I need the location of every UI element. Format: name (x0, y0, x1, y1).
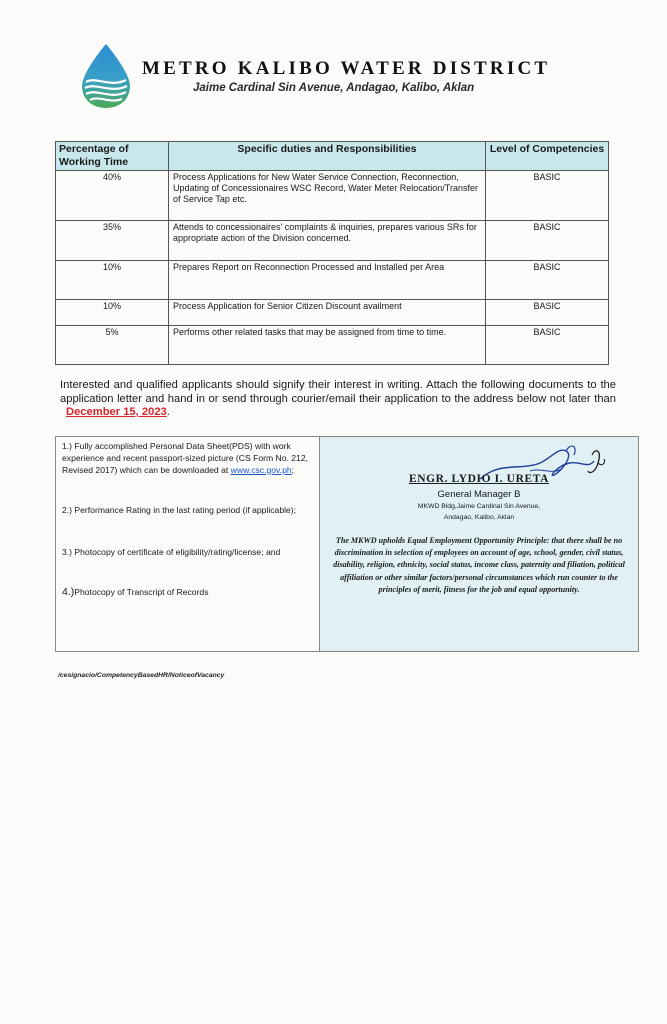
requirement-4-number: 4.) (62, 586, 75, 598)
percentage-cell: 5% (56, 326, 169, 365)
duty-cell: Attends to concessionaires' complaints & inquiries, prepares various SRs for appropriate action of the Division concerned. (169, 221, 486, 261)
csc-website-link[interactable]: www.csc.gov.ph (230, 464, 292, 475)
percentage-cell: 10% (56, 300, 169, 326)
level-cell: BASIC (486, 171, 609, 221)
table-header-row (56, 142, 609, 171)
table-row (56, 171, 609, 221)
duty-cell: Prepares Report on Reconnection Processed and Installed per Area (169, 261, 486, 300)
requirement-3-text: 3.) Photocopy of certificate of eligibility/rating/license; and (62, 547, 281, 557)
office-address-line-1: MKWD Bldg,Jaime Cardinal Sin Avenue, (417, 503, 541, 510)
signature-mark (470, 441, 610, 493)
table-row (56, 221, 609, 261)
organization-name: METRO KALIBO WATER DISTRICT (142, 58, 551, 79)
signatory-panel (320, 437, 638, 651)
water-drop-logo-icon (76, 42, 136, 110)
table-row (56, 261, 609, 300)
table-row (56, 300, 609, 326)
requirement-item (62, 441, 314, 476)
column-header-level: Level of Competencies (486, 142, 609, 171)
level-cell: BASIC (486, 326, 609, 365)
level-cell: BASIC (486, 261, 609, 300)
signatory-name: ENGR. LYDIO I. URETA (408, 473, 550, 485)
percentage-cell: 35% (56, 221, 169, 261)
percentage-cell: 10% (56, 261, 169, 300)
column-header-percentage: Percentage of Working Time (56, 142, 169, 171)
requirement-4-text: Photocopy of Transcript of Records (74, 587, 209, 597)
duty-cell: Process Application for Senior Citizen Discount availment (169, 300, 486, 326)
duty-cell: Process Applications for New Water Service Connection, Reconnection, Updating of Concessionaires WSC Record, Water Meter Relocation/Transfer of Service Tap etc. (169, 171, 486, 221)
duties-table (55, 141, 609, 365)
requirements-box (55, 436, 639, 652)
requirement-2-text: 2.) Performance Rating in the last rating period (if applicable); (62, 505, 297, 515)
requirement-1-end: ; (291, 464, 295, 475)
level-cell: BASIC (486, 221, 609, 261)
instructions-text: Interested and qualified applicants should signify their interest in writing. Attach the following documents to the application letter and hand in or send through courier/email their application to the address below not later than (60, 379, 616, 405)
instructions-period: . (166, 406, 170, 418)
requirement-item (62, 547, 314, 559)
signatory-title: General Manager B (437, 489, 521, 500)
requirement-item (62, 587, 314, 599)
requirement-item (62, 505, 314, 517)
level-cell: BASIC (486, 300, 609, 326)
column-header-duties: Specific duties and Responsibilities (169, 142, 486, 171)
requirement-1-text: 1.) Fully accomplished Personal Data Sheet(PDS) with work experience and recent passport-sized picture (CS Form No. 212, Revised 2017) which can be downloaded at (62, 441, 308, 475)
equal-opportunity-statement: The MKWD upholds Equal Employment Opportunity Principle: that there shall be no discrimination in selection of employees on account of age, school, gender, civil status, disability, religion, ethnicity, social status, income class, paternity and filiation, political affiliation or other similar factors/personal circumstances which run counter to the principles of merit, fitness for the job and equal opportunity. (333, 536, 625, 594)
organization-address: Jaime Cardinal Sin Avenue, Andagao, Kalibo, Aklan (193, 82, 475, 94)
table-row (56, 326, 609, 365)
office-address-line-2: Andagao, Kalibo, Aklan (443, 514, 515, 521)
application-instructions (60, 379, 616, 420)
application-deadline: December 15, 2023 (66, 406, 167, 418)
duty-cell: Performs other related tasks that may be assigned from time to time. (169, 326, 486, 365)
percentage-cell: 40% (56, 171, 169, 221)
document-file-path: /cesignacio/CompetencyBasedHR/NoticeofVacancy (58, 672, 225, 679)
requirements-list (56, 437, 320, 651)
